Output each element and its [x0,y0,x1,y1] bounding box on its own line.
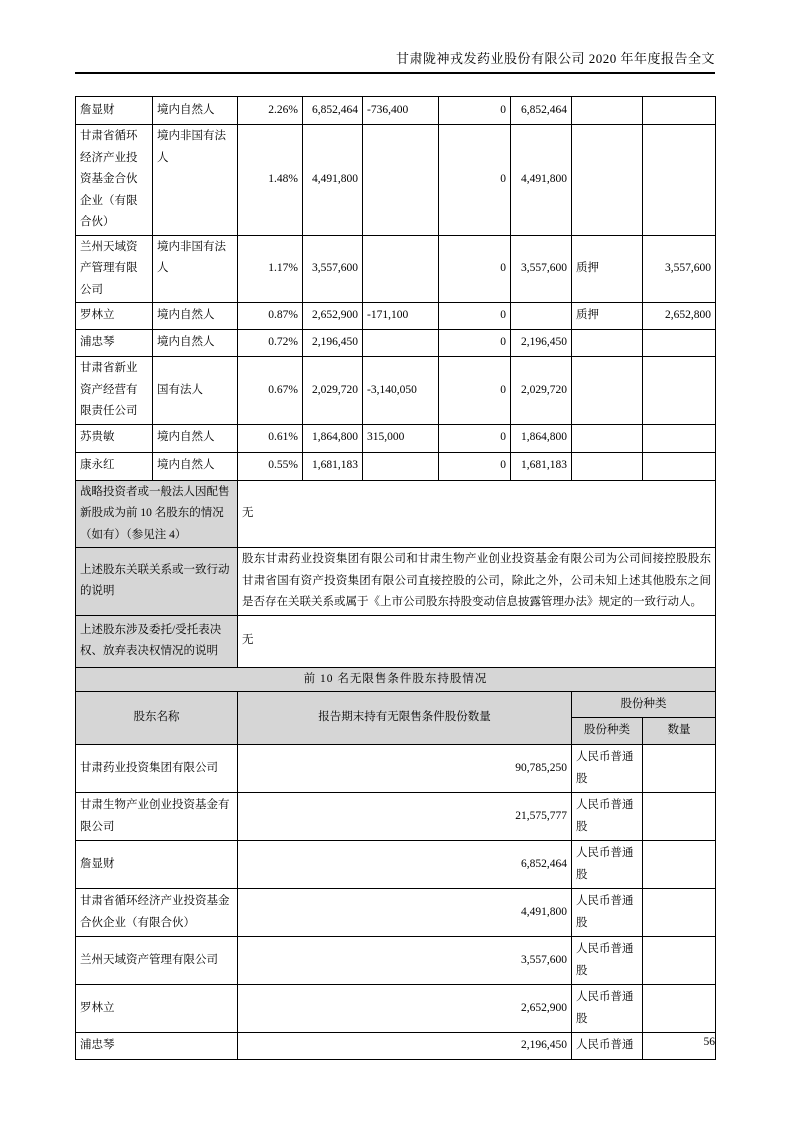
table-row [76,357,716,425]
note-row [76,480,716,548]
share-type: 人民币普通 [572,1033,643,1060]
unrestricted-shares-held: 4,491,800 [238,889,572,937]
share-type: 人民币普通股 [572,985,643,1033]
share-count [643,793,716,841]
restricted-shares: 0 [439,452,511,480]
shareholder-name: 甘肃省循环经济产业投资基金合伙企业（有限合伙） [76,125,153,236]
shareholder-name: 兰州天域资产管理有限公司 [76,937,238,985]
shares-held: 3,557,600 [303,235,363,303]
table-row [76,841,716,889]
shareholder-name: 兰州天域资产管理有限公司 [76,235,153,303]
pledge-status [572,125,643,236]
table-row [76,937,716,985]
shareholder-name: 浦忠琴 [76,1033,238,1060]
share-count [643,745,716,793]
section-title: 前 10 名无限售条件股东持股情况 [76,667,716,692]
shareholder-name: 罗林立 [76,985,238,1033]
table-row [76,125,716,236]
section-band-row [76,667,716,692]
pledge-status [572,424,643,452]
shares-change: -3,140,050 [363,357,439,425]
table-row [76,889,716,937]
restricted-shares: 0 [439,303,511,330]
page-number: 56 [703,1036,715,1048]
shareholder-name: 康永红 [76,452,153,480]
table-row [76,330,716,357]
pledge-status: 质押 [572,235,643,303]
shareholding-ratio: 0.61% [238,424,303,452]
column-header-unrestricted-shares: 报告期末持有无限售条件股份数量 [238,692,572,745]
unrestricted-shares-held: 90,785,250 [238,745,572,793]
unrestricted-shares: 1,864,800 [511,424,572,452]
table-row [76,452,716,480]
shareholder-name: 甘肃生物产业创业投资基金有限公司 [76,793,238,841]
shares-held: 2,029,720 [303,357,363,425]
shares-change [363,452,439,480]
shares-held: 2,652,900 [303,303,363,330]
shareholder-name: 詹显财 [76,841,238,889]
column-header-share-type: 股份种类 [572,718,643,745]
restricted-shares: 0 [439,97,511,125]
shares-held: 1,681,183 [303,452,363,480]
shareholder-name: 苏贵敏 [76,424,153,452]
note-label: 战略投资者或一般法人因配售新股成为前 10 名股东的情况（如有）（参见注 4） [76,480,238,548]
pledge-quantity: 2,652,800 [643,303,716,330]
shareholder-nature: 境内自然人 [153,330,238,357]
document-title: 甘肃陇神戎发药业股份有限公司 2020 年年度报告全文 [395,51,715,66]
unrestricted-shares: 2,029,720 [511,357,572,425]
restricted-shares: 0 [439,357,511,425]
restricted-shares: 0 [439,424,511,452]
page-content [75,96,715,1060]
restricted-shares: 0 [439,235,511,303]
shares-change [363,125,439,236]
pledge-quantity [643,424,716,452]
shareholder-nature: 境内非国有法人 [153,235,238,303]
note-row [76,615,716,667]
note-value: 无 [238,480,716,548]
pledge-quantity [643,97,716,125]
shareholder-nature: 境内自然人 [153,424,238,452]
shareholding-ratio: 0.67% [238,357,303,425]
table-row [76,424,716,452]
pledge-quantity: 3,557,600 [643,235,716,303]
note-value: 无 [238,615,716,667]
unrestricted-shares-held: 2,652,900 [238,985,572,1033]
shares-change [363,235,439,303]
column-header-share-type-group: 股份种类 [572,692,716,718]
share-count [643,937,716,985]
header-row [76,692,716,718]
share-count [643,841,716,889]
note-value: 股东甘肃药业投资集团有限公司和甘肃生物产业创业投资基金有限公司为公司间接控股股东甘肃省国有资产投资集团有限公司直接控股的公司，除此之外，公司未知上述其他股东之间是否存在关联关系或属于《上市公司股东持股变动信息披露管理办法》规定的一致行动人。 [238,548,716,616]
shares-held: 1,864,800 [303,424,363,452]
document-header [75,48,715,74]
unrestricted-shares: 3,557,600 [511,235,572,303]
shares-change: 315,000 [363,424,439,452]
shareholder-name: 甘肃省循环经济产业投资基金合伙企业（有限合伙） [76,889,238,937]
pledge-status [572,357,643,425]
shareholding-ratio: 0.72% [238,330,303,357]
restricted-shares: 0 [439,330,511,357]
column-header-share-count: 数量 [643,718,716,745]
unrestricted-shares-held: 3,557,600 [238,937,572,985]
shareholder-nature: 国有法人 [153,357,238,425]
shares-held: 4,491,800 [303,125,363,236]
column-header-shareholder-name: 股东名称 [76,692,238,745]
unrestricted-shares-held: 21,575,777 [238,793,572,841]
pledge-status [572,452,643,480]
pledge-quantity [643,357,716,425]
note-row [76,548,716,616]
table-row [76,303,716,330]
shareholder-nature: 境内自然人 [153,303,238,330]
pledge-status: 质押 [572,303,643,330]
shareholding-ratio: 1.17% [238,235,303,303]
shares-change: -171,100 [363,303,439,330]
unrestricted-shares-held: 6,852,464 [238,841,572,889]
unrestricted-shares [511,303,572,330]
shareholding-ratio: 0.55% [238,452,303,480]
shareholder-name: 甘肃省新业资产经营有限责任公司 [76,357,153,425]
table-row [76,793,716,841]
shares-held: 2,196,450 [303,330,363,357]
share-type: 人民币普通股 [572,841,643,889]
note-label: 上述股东关联关系或一致行动的说明 [76,548,238,616]
unrestricted-shares: 4,491,800 [511,125,572,236]
share-type: 人民币普通股 [572,889,643,937]
shareholder-nature: 境内自然人 [153,452,238,480]
note-label: 上述股东涉及委托/受托表决权、放弃表决权情况的说明 [76,615,238,667]
pledge-status [572,97,643,125]
share-count [643,889,716,937]
unrestricted-shares: 2,196,450 [511,330,572,357]
share-type: 人民币普通股 [572,745,643,793]
pledge-status [572,330,643,357]
pledge-quantity [643,330,716,357]
shareholder-nature: 境内非国有法人 [153,125,238,236]
shareholding-ratio: 1.48% [238,125,303,236]
table-row [76,235,716,303]
unrestricted-shares: 6,852,464 [511,97,572,125]
share-type: 人民币普通股 [572,937,643,985]
share-count [643,985,716,1033]
table-row [76,985,716,1033]
share-type: 人民币普通股 [572,793,643,841]
unrestricted-shares-held: 2,196,450 [238,1033,572,1060]
shareholder-nature: 境内自然人 [153,97,238,125]
shareholding-ratio: 2.26% [238,97,303,125]
restricted-shares: 0 [439,125,511,236]
unrestricted-shares: 1,681,183 [511,452,572,480]
table-row [76,97,716,125]
shareholder-name: 甘肃药业投资集团有限公司 [76,745,238,793]
shares-change [363,330,439,357]
shares-change: -736,400 [363,97,439,125]
shareholder-name: 罗林立 [76,303,153,330]
shareholder-name: 詹显财 [76,97,153,125]
pledge-quantity [643,452,716,480]
shareholder-name: 浦忠琴 [76,330,153,357]
shares-held: 6,852,464 [303,97,363,125]
shareholders-table [75,96,716,1060]
table-row [76,745,716,793]
pledge-quantity [643,125,716,236]
shareholding-ratio: 0.87% [238,303,303,330]
